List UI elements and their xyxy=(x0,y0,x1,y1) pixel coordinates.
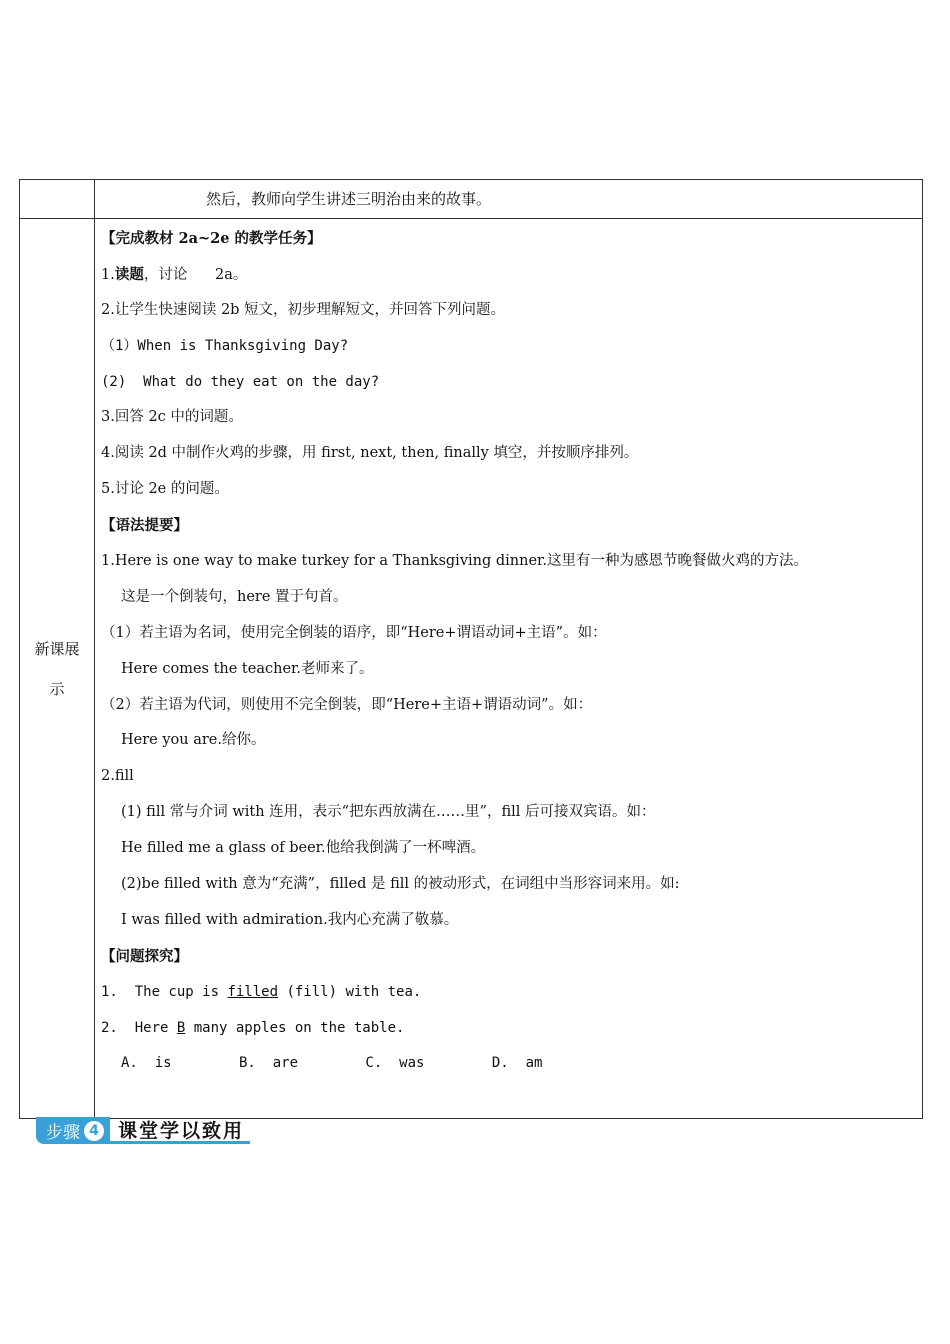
task-header: 【完成教材 2a~2e 的教学任务】 xyxy=(101,230,322,247)
inquiry-question-1 xyxy=(101,975,922,1011)
grammar-point-2-example-2: I was filled with admiration.我内心充满了敬慕。 xyxy=(121,911,459,928)
label-cell-empty xyxy=(20,180,95,219)
table-row xyxy=(20,180,923,219)
grammar-header: 【语法提要】 xyxy=(101,517,188,535)
task-question-2: (2) What do they eat on the day? xyxy=(101,373,380,390)
lesson-plan-table xyxy=(19,179,923,1119)
step-tag xyxy=(36,1117,110,1144)
grammar-point-1-note: 这是一个倒装句，here 置于句首。 xyxy=(121,588,348,605)
lesson-content xyxy=(95,219,922,1082)
grammar-point-1: 1.Here is one way to make turkey for a Thanksgiving dinner.这里有一种为感恩节晚餐做火鸡的方法。 xyxy=(101,553,809,570)
inquiry-header: 【问题探究】 xyxy=(101,947,188,965)
question-2-options: A. is B. are C. was D. am xyxy=(121,1055,543,1072)
task-item-1-keyword: 读题 xyxy=(114,265,144,283)
grammar-point-1-rule-2: （2）若主语为代词，则使用不完全倒装，即“Here+主语+谓语动词”。如： xyxy=(101,696,593,713)
task-item-1-number: 1. xyxy=(101,266,115,283)
task-item-3: 3.回答 2c 中的词题。 xyxy=(101,409,243,426)
question-2-text: 2. Here xyxy=(101,1019,177,1036)
question-1-answer: filled xyxy=(227,983,279,1000)
step-header xyxy=(36,1117,250,1144)
task-item-4: 4.阅读 2d 中制作火鸡的步骤，用 first, next, then, finally 填空，并按顺序排列。 xyxy=(101,445,639,462)
step-tag-label: 步骤 xyxy=(46,1123,80,1143)
grammar-point-2-rule-2: (2)be filled with 意为“充满”，filled 是 fill 的被动形式，在词组中当形容词来用。如: xyxy=(121,876,680,893)
content-cell xyxy=(95,180,923,219)
task-item-1 xyxy=(101,257,922,293)
section-label-cell xyxy=(20,219,95,1119)
task-item-5: 5.讨论 2e 的问题。 xyxy=(101,481,229,498)
grammar-point-2-example-1: He filled me a glass of beer.他给我倒满了一杯啤酒。 xyxy=(121,840,486,857)
table-row xyxy=(20,219,923,1119)
task-question-1: （1）When is Thanksgiving Day? xyxy=(101,337,349,354)
section-label-line1: 新课展 xyxy=(34,639,80,658)
step-title: 课堂学以致用 xyxy=(110,1117,250,1144)
grammar-point-1-example-2: Here you are.给你。 xyxy=(121,732,266,749)
question-2-text-end: many apples on the table. xyxy=(185,1019,405,1036)
content-cell xyxy=(95,219,923,1119)
grammar-point-1-example-1: Here comes the teacher.老师来了。 xyxy=(121,660,374,677)
grammar-point-2-rule-1: (1) fill 常与介词 with 连用，表示“把东西放满在……里”，fill 后可接双宾语。如： xyxy=(121,804,656,821)
question-1-text-end: (fill) with tea. xyxy=(278,983,422,1000)
step-number-badge: 4 xyxy=(84,1121,104,1141)
task-item-1-rest: ，讨论 2a。 xyxy=(143,266,248,283)
question-2-answer: B xyxy=(176,1019,186,1036)
grammar-point-1-rule-1: （1）若主语为名词，使用完全倒装的语序，即“Here+谓语动词+主语”。如： xyxy=(101,624,607,641)
section-label-line2: 示 xyxy=(49,679,65,698)
question-1-text: 1. The cup is xyxy=(101,983,228,1000)
task-item-2: 2.让学生快速阅读 2b 短文，初步理解短文，并回答下列问题。 xyxy=(101,301,506,318)
top-row-text: 然后，教师向学生讲述三明治由来的故事。 xyxy=(206,190,492,208)
grammar-point-2: 2.fill xyxy=(101,768,134,785)
inquiry-question-2 xyxy=(101,1011,922,1047)
